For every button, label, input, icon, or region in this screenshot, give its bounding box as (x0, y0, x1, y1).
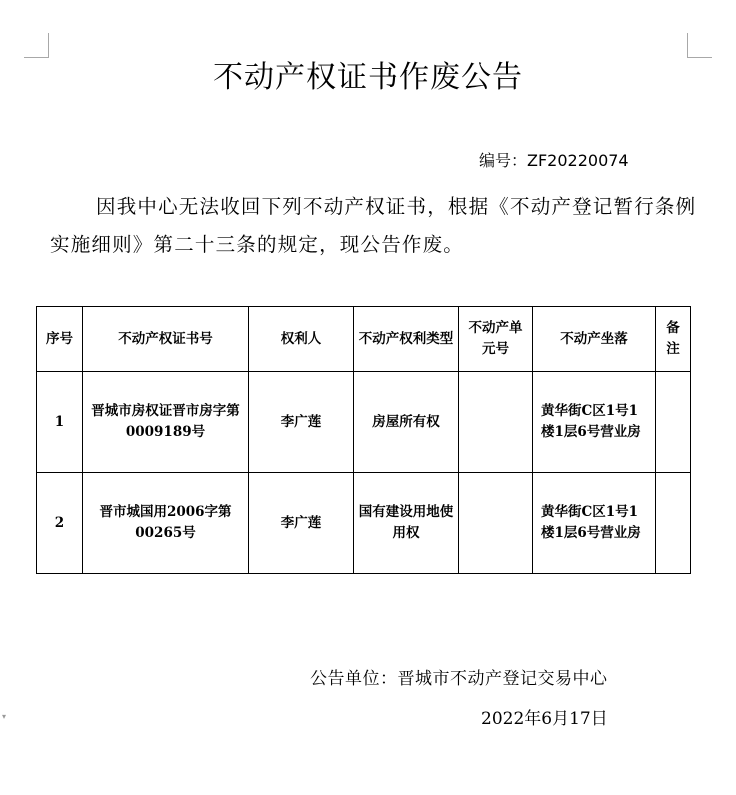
cell-right-type: 房屋所有权 (354, 372, 459, 473)
table-row (37, 372, 691, 473)
notice-paragraph: 因我中心无法收回下列不动产权证书，根据《不动产登记暂行条例实施细则》第二十三条的规定，现公告作废。 (50, 195, 697, 256)
cell-seq: 1 (37, 372, 83, 473)
notice-date: 2022年6月17日 (481, 709, 608, 729)
page-corner-mark-top-left (24, 33, 49, 58)
cell-unit-no (459, 473, 533, 574)
cell-owner: 李广莲 (249, 473, 354, 574)
page-corner-mark-top-right (687, 33, 712, 58)
header-right-type: 不动产权利类型 (354, 307, 459, 372)
cell-remark (656, 372, 691, 473)
header-seq: 序号 (37, 307, 83, 372)
cell-right-type: 国有建设用地使用权 (354, 473, 459, 574)
header-unit-no: 不动产单元号 (459, 307, 533, 372)
margin-marker-icon: ▾ (2, 712, 7, 721)
table-header-row (37, 307, 691, 372)
cell-unit-no (459, 372, 533, 473)
cell-seq: 2 (37, 473, 83, 574)
header-remark: 备注 (656, 307, 691, 372)
cell-cert-no: 晋市城国用2006字第00265号 (83, 473, 249, 574)
header-cert-no: 不动产权证书号 (83, 307, 249, 372)
cell-cert-no: 晋城市房权证晋市房字第0009189号 (83, 372, 249, 473)
header-location: 不动产坐落 (533, 307, 656, 372)
table-row (37, 473, 691, 574)
cell-owner: 李广莲 (249, 372, 354, 473)
issuing-unit: 公告单位：晋城市不动产登记交易中心 (310, 669, 608, 689)
cell-location: 黄华街C区1号1楼1层6号营业房 (533, 372, 656, 473)
page-title: 不动产权证书作废公告 (213, 60, 523, 95)
cancelled-certificates-table (36, 306, 691, 574)
header-owner: 权利人 (249, 307, 354, 372)
cell-location: 黄华街C区1号1楼1层6号营业房 (533, 473, 656, 574)
document-number: 编号：ZF20220074 (479, 151, 629, 170)
cell-remark (656, 473, 691, 574)
